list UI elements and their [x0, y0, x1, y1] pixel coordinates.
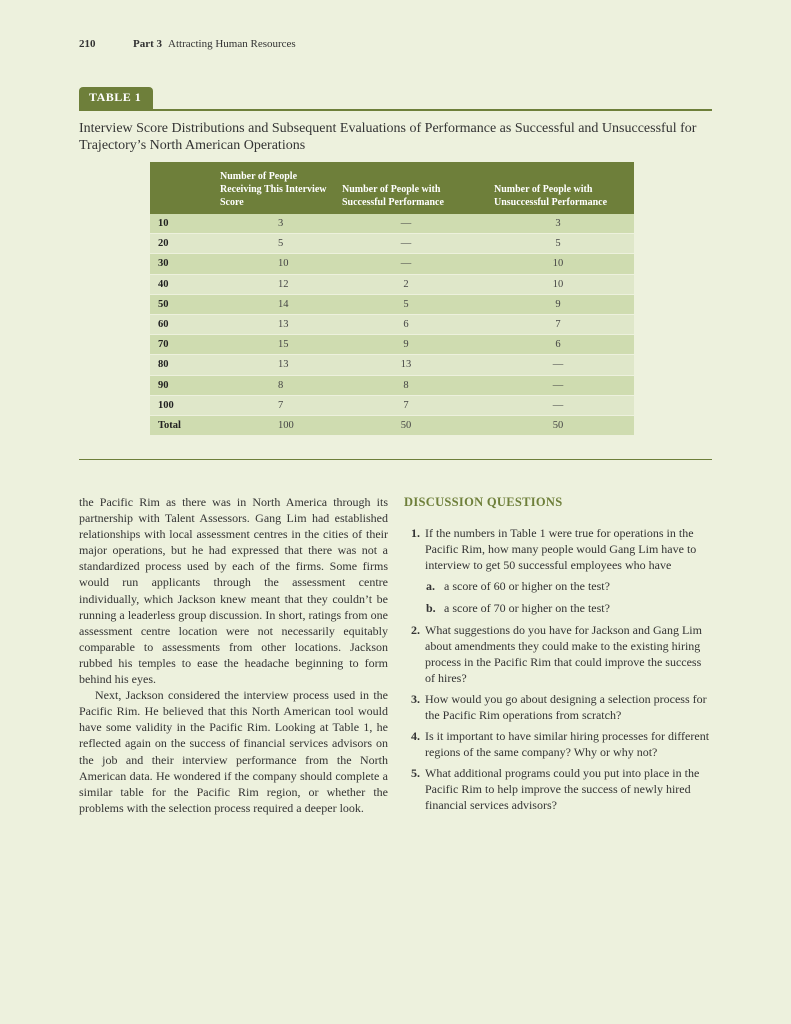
cell-received: 10	[220, 254, 330, 274]
sub-question-letter: b.	[426, 601, 436, 615]
cell-unsuccessful: 10	[482, 275, 634, 295]
question-number: 3.	[411, 692, 420, 706]
question-text: Is it important to have similar hiring processes for different regions of the same company? Why or why not?	[425, 729, 710, 759]
table-row	[150, 295, 634, 315]
page-number: 210	[79, 38, 96, 50]
question-text: How would you go about designing a selection process for the Pacific Rim operations from scratch?	[425, 692, 707, 722]
cell-score: 70	[150, 335, 220, 355]
discussion-heading: DISCUSSION QUESTIONS	[404, 495, 563, 509]
table-row	[150, 396, 634, 416]
table-label-rule	[79, 109, 712, 111]
cell-score: 30	[150, 254, 220, 274]
cell-unsuccessful: 5	[482, 234, 634, 254]
section-title: Attracting Human Resources	[168, 38, 296, 50]
body-paragraph: the Pacific Rim as there was in North America through its partnership with Talent Assessors. Gang Lim had established relationships with local assessment centres in the cities of their major operations, but he had expressed that there was not a standardized process used by each of the firms. Some firms would run applicants through the assessment centre individually, which Jackson knew meant that they couldn’t be running a leaderless group discussion. In short, ratings from one assessment centre location were not necessarily equitably comparable to assessments from other locations. Jackson rubbed his temples to ease the headache beginning to form behind his eyes.	[79, 495, 388, 687]
cell-successful: 5	[330, 295, 482, 315]
question-item	[404, 525, 714, 573]
cell-score: 60	[150, 315, 220, 335]
table-header-row	[150, 162, 634, 214]
table-row	[150, 214, 634, 234]
table-row	[150, 275, 634, 295]
question-item	[404, 691, 714, 723]
cell-successful: 50	[330, 416, 482, 436]
sub-question-letter: a.	[426, 579, 435, 593]
table-row	[150, 335, 634, 355]
cell-successful: —	[330, 254, 482, 274]
table-row	[150, 315, 634, 335]
cell-received: 13	[220, 355, 330, 375]
cell-score: 100	[150, 396, 220, 416]
cell-successful: 7	[330, 396, 482, 416]
question-item	[404, 622, 714, 686]
cell-successful: 8	[330, 376, 482, 396]
question-text: What additional programs could you put into place in the Pacific Rim to help improve the success of newly hired financial services advisors?	[425, 766, 700, 812]
question-item	[404, 728, 714, 760]
cell-received: 3	[220, 214, 330, 234]
question-item	[404, 765, 714, 813]
cell-received: 100	[220, 416, 330, 436]
question-number: 1.	[411, 526, 420, 540]
cell-unsuccessful: 10	[482, 254, 634, 274]
cell-successful: —	[330, 234, 482, 254]
table-row	[150, 355, 634, 375]
cell-successful: 2	[330, 275, 482, 295]
interview-score-table	[150, 162, 634, 436]
sub-question	[426, 600, 714, 616]
question-text: If the numbers in Table 1 were true for operations in the Pacific Rim, how many people would Gang Lim have to interview to get 50 successful employees who have	[425, 526, 697, 572]
question-number: 2.	[411, 623, 420, 637]
cell-score: 40	[150, 275, 220, 295]
part-label: Part 3	[133, 38, 163, 50]
table-caption: Interview Score Distributions and Subsequent Evaluations of Performance as Successful and Unsuccessful for Trajectory’s North American Operations	[79, 121, 697, 153]
table-total-row	[150, 416, 634, 436]
cell-unsuccessful: 7	[482, 315, 634, 335]
cell-successful: 13	[330, 355, 482, 375]
body-paragraph: Next, Jackson considered the interview process used in the Pacific Rim. He believed that this North American tool would have some validity in the Pacific Rim. Looking at Table 1, he reflected again on the success of financial services advisors on the job and their interview performance from the North American data. He wondered if the company should complete a similar table for the Pacific Rim region, or whether the problems with the selection process required a deeper look.	[79, 688, 388, 815]
cell-unsuccessful: 9	[482, 295, 634, 315]
table-label: TABLE 1	[79, 87, 153, 109]
running-header	[79, 38, 296, 50]
cell-received: 8	[220, 376, 330, 396]
cell-score: 90	[150, 376, 220, 396]
sub-question-text: a score of 60 or higher on the test?	[444, 579, 610, 593]
question-number: 5.	[411, 766, 420, 780]
cell-unsuccessful: 50	[482, 416, 634, 436]
body-text-column	[79, 494, 388, 816]
table-row	[150, 254, 634, 274]
cell-unsuccessful: 6	[482, 335, 634, 355]
cell-successful: 6	[330, 315, 482, 335]
table-bottom-rule	[79, 459, 712, 460]
sub-question	[426, 578, 714, 594]
cell-received: 14	[220, 295, 330, 315]
sub-question-text: a score of 70 or higher on the test?	[444, 601, 610, 615]
cell-unsuccessful: —	[482, 396, 634, 416]
cell-score: 20	[150, 234, 220, 254]
cell-score: Total	[150, 416, 220, 436]
cell-successful: 9	[330, 335, 482, 355]
cell-unsuccessful: 3	[482, 214, 634, 234]
question-text: What suggestions do you have for Jackson and Gang Lim about amendments they could make to the existing hiring process in the Pacific Rim that could improve the success of hires?	[425, 623, 702, 685]
question-number: 4.	[411, 729, 420, 743]
table-row	[150, 376, 634, 396]
discussion-questions	[404, 494, 714, 818]
cell-unsuccessful: —	[482, 376, 634, 396]
header-received: Number of People Receiving This Interview Score	[220, 162, 330, 214]
cell-received: 7	[220, 396, 330, 416]
cell-received: 15	[220, 335, 330, 355]
header-score	[150, 162, 220, 214]
cell-score: 80	[150, 355, 220, 375]
cell-score: 50	[150, 295, 220, 315]
header-successful: Number of People with Successful Performance	[330, 162, 482, 214]
table-row	[150, 234, 634, 254]
cell-unsuccessful: —	[482, 355, 634, 375]
cell-received: 5	[220, 234, 330, 254]
cell-received: 13	[220, 315, 330, 335]
cell-successful: —	[330, 214, 482, 234]
cell-score: 10	[150, 214, 220, 234]
header-unsuccessful: Number of People with Unsuccessful Performance	[482, 162, 634, 214]
cell-received: 12	[220, 275, 330, 295]
